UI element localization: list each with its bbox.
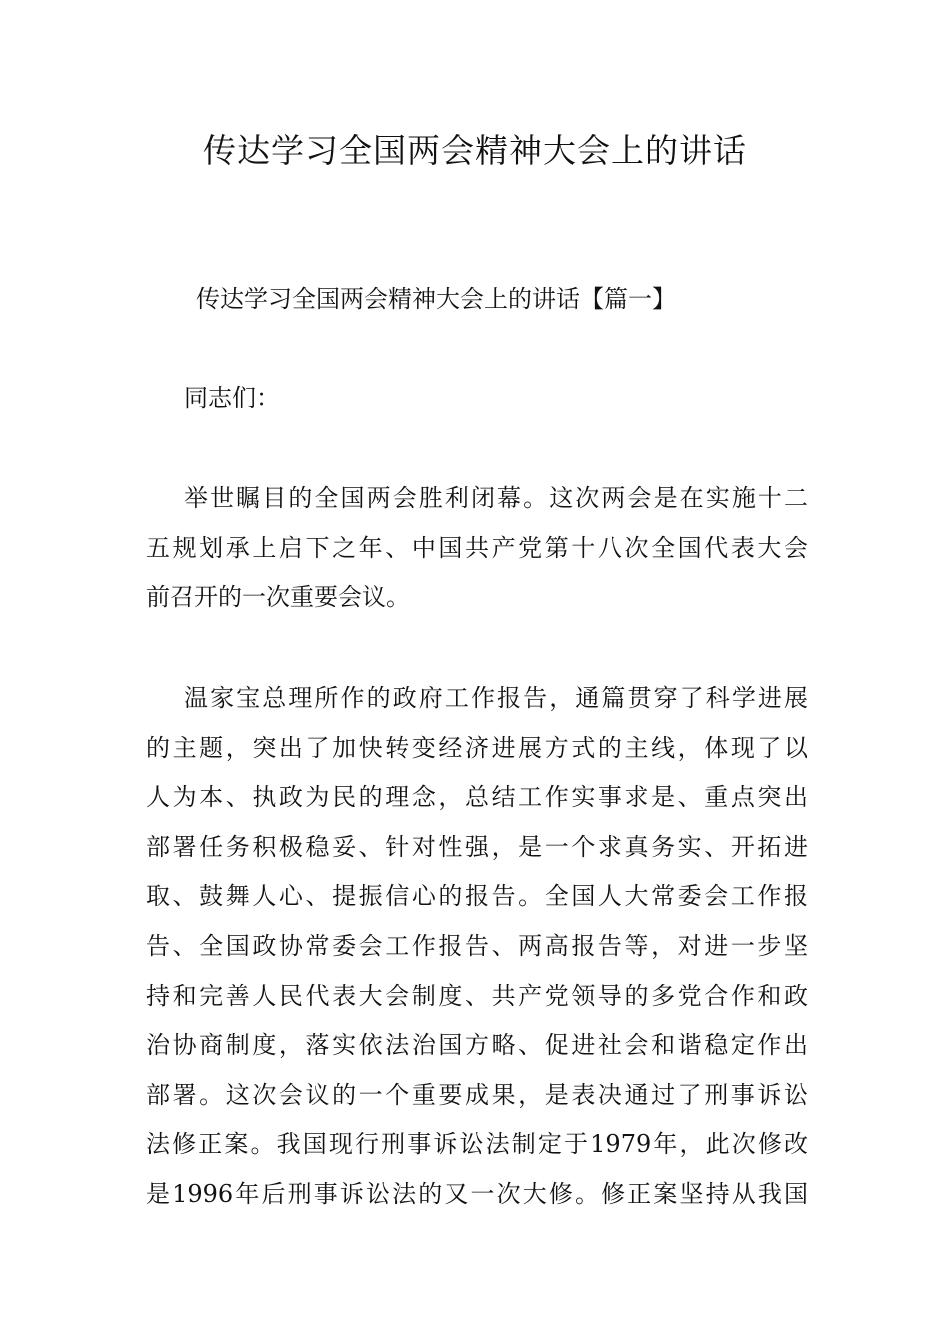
paragraph-line: 举世瞩目的全国两会胜利闭幕。这次两会是在实施十二	[184, 484, 808, 512]
paragraph-line: 部署任务积极稳妥、针对性强，是一个求真务实、开拓进	[146, 832, 808, 861]
paragraph-line: 治协商制度，落实依法治国方略、促进社会和谐稳定作出	[146, 1031, 808, 1060]
paragraph-1	[146, 474, 808, 623]
paragraph-line: 持和完善人民代表大会制度、共产党领导的多党合作和政	[146, 981, 808, 1010]
paragraph-line: 是1996年后刑事诉讼法的又一次大修。修正案坚持从我国	[146, 1179, 808, 1208]
paragraph-line: 人为本、执政为民的理念，总结工作实事求是、重点突出	[146, 783, 808, 812]
paragraph-line: 前召开的一次重要会议。	[146, 583, 410, 612]
paragraph-line: 的主题，突出了加快转变经济进展方式的主线，体现了以	[146, 733, 808, 762]
paragraph-line: 告、全国政协常委会工作报告、两高报告等，对进一步坚	[146, 931, 808, 960]
salutation: 同志们：	[184, 384, 280, 412]
paragraph-line: 部署。这次会议的一个重要成果，是表决通过了刑事诉讼	[146, 1080, 808, 1109]
paragraph-line: 法修正案。我国现行刑事诉讼法制定于1979年，此次修改	[146, 1130, 808, 1159]
paragraph-line: 温家宝总理所作的政府工作报告，通篇贯穿了科学进展	[184, 684, 808, 712]
paragraph-line: 取、鼓舞人心、提振信心的报告。全国人大常委会工作报	[146, 882, 808, 911]
paragraph-line: 五规划承上启下之年、中国共产党第十八次全国代表大会	[146, 533, 808, 562]
section-heading: 传达学习全国两会精神大会上的讲话【篇一】	[196, 285, 676, 313]
paragraph-2	[146, 674, 808, 1220]
document-title: 传达学习全国两会精神大会上的讲话	[203, 131, 747, 170]
